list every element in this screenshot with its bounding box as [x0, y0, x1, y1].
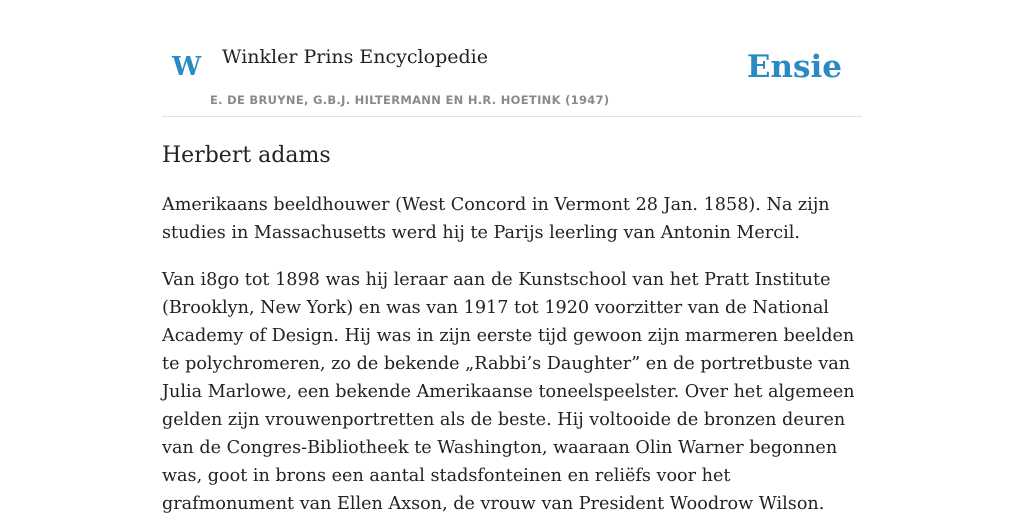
- publication-title[interactable]: Winkler Prins Encyclopedie: [222, 46, 488, 68]
- header: [162, 0, 862, 117]
- brand-logo[interactable]: Ensie: [746, 49, 842, 85]
- article-paragraph: Van i8go tot 1898 was hij leraar aan de Kunstschool van het Pratt Institute (Brooklyn, New York) en was van 1917 tot 1920 voorzitter van de National Academy of Design. Hij was in zijn eerste tijd gewoon zijn marmeren beelden te polychromeren, zo de bekende „Rabbi’s Daughter” en de portretbuste van Julia Marlowe, een bekende Amerikaanse toneelspeelster. Over het algemeen gelden zijn vrouwenportretten als de beste. Hij voltooide de bronzen deuren van de Congres-Bibliotheek te Washington, waaraan Olin Warner begonnen was, goot in brons een aantal stadsfonteinen en reliëfs voor het grafmonument van Ellen Axson, de vrouw van President Woodrow Wilson.: [162, 270, 855, 515]
- publication-logo-icon[interactable]: W: [172, 52, 202, 82]
- page: [162, 0, 862, 518]
- article-title: Herbert adams: [162, 143, 331, 168]
- article-paragraph: Amerikaans beeldhouwer (West Concord in Vermont 28 Jan. 1858). Na zijn studies in Massachusetts werd hij te Parijs leerling van Antonin Mercil.: [162, 195, 830, 244]
- publication-authors: E. DE BRUYNE, G.B.J. HILTERMANN EN H.R. HOETINK (1947): [210, 93, 610, 107]
